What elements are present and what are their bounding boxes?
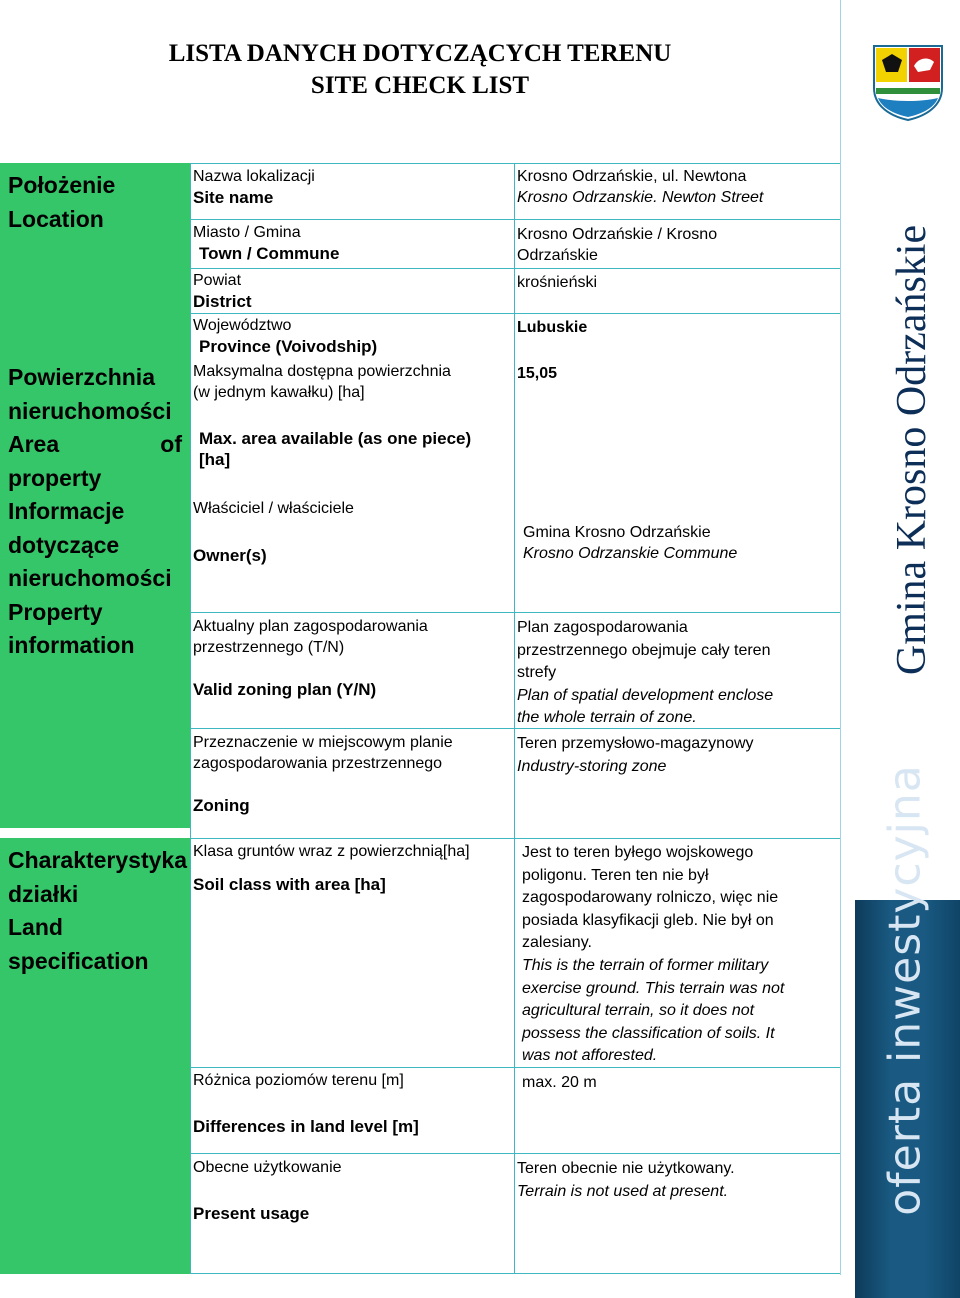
section-location-property xyxy=(0,163,190,828)
value-line: exercise ground. This terrain was not xyxy=(522,979,785,997)
value-pl: Teren obecnie nie użytkowany. xyxy=(517,1160,735,1177)
value-line: Jest to teren byłego wojskowego xyxy=(522,844,754,861)
value-line: was not afforested. xyxy=(522,1047,658,1065)
section-label-line: Charakterystyka xyxy=(8,847,188,873)
grid-line xyxy=(190,612,840,613)
row-usage-value xyxy=(517,1158,735,1203)
value-pl: Krosno Odrzańskie, ul. Newtona xyxy=(517,168,747,185)
value-line: agricultural terrain, so it does not xyxy=(522,1002,755,1020)
section-label-line xyxy=(8,428,182,462)
section-label-line: nieruchomości xyxy=(8,397,172,424)
row-max-area-label xyxy=(193,361,471,470)
section-label-line: Property xyxy=(8,598,103,625)
row-soil-value xyxy=(522,842,784,1068)
label-en: Valid zoning plan (Y/N) xyxy=(193,680,377,699)
vertical-brand: oferta inwestycyjna xyxy=(879,764,931,1216)
label-pl: Miasto / Gmina xyxy=(193,224,301,241)
label-en: Present usage xyxy=(193,1204,310,1223)
label-en: Site name xyxy=(193,188,274,207)
grid-line xyxy=(190,268,840,269)
value-line: zalesiany. xyxy=(522,934,592,952)
value-line: Plan zagospodarowania xyxy=(517,619,688,636)
value: max. 20 m xyxy=(522,1074,597,1091)
row-site-name-value xyxy=(517,166,763,208)
label-pl: Przeznaczenie w miejscowym planie xyxy=(193,734,453,751)
label-pl: Obecne użytkowanie xyxy=(193,1159,342,1176)
row-zoning-plan-label xyxy=(193,616,428,700)
section-label-line: dotyczące xyxy=(8,531,120,558)
label-en: [ha] xyxy=(199,450,231,469)
value-line: poligonu. Teren ten nie był xyxy=(522,866,709,884)
section-label-line: działki xyxy=(8,880,79,907)
row-zoning-label xyxy=(193,732,453,816)
label-pl: przestrzennego (T/N) xyxy=(193,639,345,656)
section-label-line: specification xyxy=(8,947,149,974)
label-pl: Województwo xyxy=(193,317,292,334)
label-pl: Klasa gruntów wraz z powierzchnią[ha] xyxy=(193,843,470,860)
label-en: Max. area available (as one piece) xyxy=(199,429,472,448)
section-area-label xyxy=(0,355,190,669)
section-location-label xyxy=(0,163,190,242)
value-line: posiada klasyfikacji gleb. Nie był on xyxy=(522,911,774,929)
value-line: This is the terrain of former military xyxy=(522,956,769,974)
value-en: Industry-storing zone xyxy=(517,757,667,775)
row-level-diff-value xyxy=(522,1072,597,1093)
row-zoning-value xyxy=(517,733,754,778)
row-max-area-value xyxy=(517,363,557,384)
row-province-label xyxy=(193,315,377,357)
value-line: Krosno Odrzańskie / Krosno xyxy=(517,226,718,243)
row-zoning-plan-value xyxy=(517,617,773,730)
section-label-line: Location xyxy=(8,205,104,232)
grid-line xyxy=(190,219,840,220)
row-usage-label xyxy=(193,1157,342,1224)
value-pl: Gmina Krosno Odrzańskie xyxy=(523,524,711,541)
row-town-value xyxy=(517,224,717,266)
label-pl: Maksymalna dostępna powierzchnia xyxy=(193,363,451,380)
value: 15,05 xyxy=(517,365,558,382)
label-pl: Powiat xyxy=(193,272,242,289)
row-province-value xyxy=(517,317,587,338)
grid-line xyxy=(190,163,840,164)
label-pl: (w jednym kawałku) [ha] xyxy=(193,384,365,401)
label-en: Town / Commune xyxy=(199,244,340,263)
value-line: przestrzennego obejmuje cały teren xyxy=(517,641,771,659)
value: krośnieński xyxy=(517,274,598,291)
label-en: Owner(s) xyxy=(193,546,267,565)
label-pl: Aktualny plan zagospodarowania xyxy=(193,618,428,635)
row-site-name-label xyxy=(193,166,315,208)
value-en: Krosno Odrzanskie. Newton Street xyxy=(517,189,764,206)
value-line: zagospodarowany rolniczo, więc nie xyxy=(522,889,779,907)
row-district-label xyxy=(193,270,252,312)
grid-line xyxy=(190,1153,840,1154)
section-land-label xyxy=(0,838,190,984)
grid-line xyxy=(190,838,840,839)
value-line: Plan of spatial development enclose xyxy=(517,686,774,704)
section-label-word: of xyxy=(160,431,182,457)
section-label-line: nieruchomości xyxy=(8,565,172,591)
section-label-line: information xyxy=(8,632,135,658)
vertical-title: Gmina Krosno Odrzańskie xyxy=(889,224,935,676)
value-line: strefy xyxy=(517,664,557,681)
grid-line xyxy=(190,1273,840,1274)
row-owners-value xyxy=(523,522,737,564)
row-district-value xyxy=(517,272,597,293)
label-en: District xyxy=(193,292,252,311)
label-en: Zoning xyxy=(193,796,250,815)
section-label-word: Area xyxy=(8,431,60,457)
grid-line xyxy=(514,163,515,1274)
label-en: Differences in land level [m] xyxy=(193,1117,419,1136)
value-pl: Teren przemysłowo-magazynowy xyxy=(517,735,754,752)
title-en: SITE CHECK LIST xyxy=(310,72,530,99)
value-line: possess the classification of soils. It xyxy=(522,1024,775,1042)
section-label-line: Położenie xyxy=(8,172,116,198)
row-level-diff-label xyxy=(193,1070,419,1137)
section-label-line: property xyxy=(8,464,102,491)
row-town-label xyxy=(193,222,339,264)
value: Lubuskie xyxy=(517,319,588,336)
value-en: Krosno Odrzanskie Commune xyxy=(523,545,738,562)
coat-of-arms-icon xyxy=(870,42,946,122)
row-soil-label xyxy=(193,841,470,895)
section-land-specification xyxy=(0,838,190,1274)
label-pl: zagospodarowania przestrzennego xyxy=(193,755,443,772)
grid-line xyxy=(190,313,840,314)
label-en: Province (Voivodship) xyxy=(199,337,378,356)
label-pl: Nazwa lokalizacji xyxy=(193,168,315,185)
row-owners-label xyxy=(193,498,354,566)
title-pl: LISTA DANYCH DOTYCZĄCYCH TERENU xyxy=(168,40,672,67)
section-label-line: Land xyxy=(8,914,63,940)
value-line: Odrzańskie xyxy=(517,247,598,264)
section-label-line: Powierzchnia xyxy=(8,364,155,390)
section-label-line: Informacje xyxy=(8,498,125,524)
label-en: Soil class with area [ha] xyxy=(193,875,386,894)
value-line: the whole terrain of zone. xyxy=(517,709,697,726)
value-en: Terrain is not used at present. xyxy=(517,1182,729,1200)
document-title xyxy=(0,38,840,102)
label-pl: Właściciel / właściciele xyxy=(193,500,354,517)
label-pl: Różnica poziomów terenu [m] xyxy=(193,1072,404,1089)
grid-line xyxy=(190,163,191,1274)
